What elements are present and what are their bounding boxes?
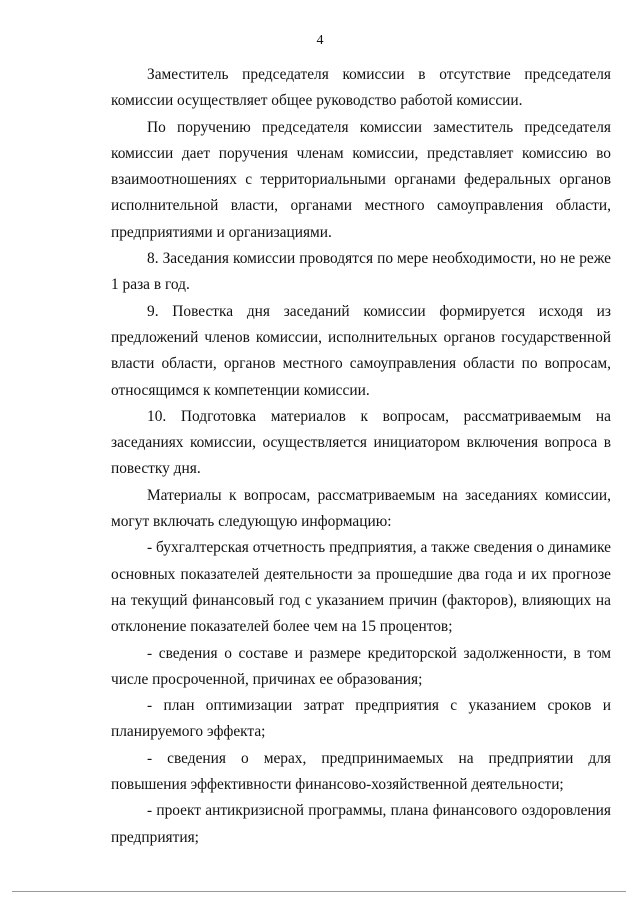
page-bottom-rule (12, 891, 626, 892)
paragraph-item-10: 10. Подготовка материалов к вопросам, рассматриваемым на заседаниях комиссии, осуществляется инициатором включения вопроса в повестку дня. (111, 407, 611, 478)
document-body (111, 62, 611, 851)
paragraph-deputy-chairman: Заместитель председателя комиссии в отсутствие председателя комиссии осуществляет общее руководство работой комиссии. (111, 66, 611, 110)
list-item-accounting: - бухгалтерская отчетность предприятия, а также сведения о динамике основных показателей деятельности за прошедшие два года и их прогнозе на текущий финансовый год с указанием причин (факторов), влияющих на отклонение показателей более чем на 15 процентов; (111, 539, 611, 636)
paragraph-deputy-instructions: По поручению председателя комиссии заместитель председателя комиссии дает поручения членам комиссии, представляет комиссию во взаимоотношениях с территориальными органами федеральных органов исполнительной власти, органами местного самоуправления области, предприятиями и организациями. (111, 118, 611, 241)
paragraph-materials-intro: Материалы к вопросам, рассматриваемым на заседаниях комиссии, могут включать следующую информацию: (111, 486, 611, 531)
list-item-debt: - сведения о составе и размере кредиторской задолженности, в том числе просроченной, причинах ее образования; (111, 644, 611, 688)
list-item-anticrisis: - проект антикризисной программы, плана финансового оздоровления предприятия; (111, 802, 611, 846)
paragraph-item-9: 9. Повестка дня заседаний комиссии формируется исходя из предложений членов комиссии, исполнительных органов государственной власти области, органов местного самоуправления области по вопросам, относящимся к компетенции комиссии. (111, 302, 611, 399)
list-item-measures: - сведения о мерах, предпринимаемых на предприятии для повышения эффективности финансово-хозяйственной деятельности; (111, 749, 611, 794)
paragraph-item-8: 8. Заседания комиссии проводятся по мере необходимости, но не реже 1 раза в год. (111, 250, 611, 294)
list-item-cost-plan: - план оптимизации затрат предприятия с указанием сроков и планируемого эффекта; (111, 697, 611, 741)
page-number: 4 (316, 33, 324, 48)
